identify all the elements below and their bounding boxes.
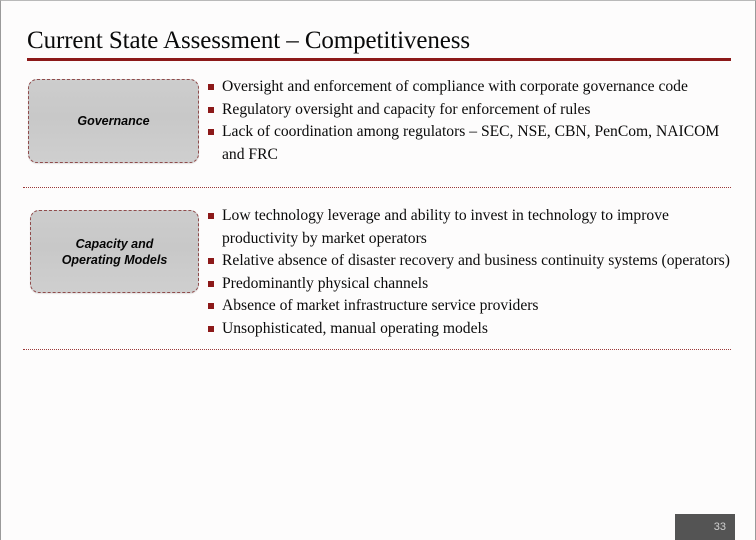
bullet-marker-icon: [208, 129, 214, 135]
bullet-item: [206, 99, 733, 122]
bullet-text: Oversight and enforcement of compliance with corporate governance code: [222, 78, 688, 95]
bullet-marker-icon: [208, 258, 214, 264]
category-box-capacity: [30, 210, 199, 293]
bullet-text: Predominantly physical channels: [222, 274, 429, 292]
bullet-item: [206, 250, 733, 273]
bullet-text: Relative absence of disaster recovery and business continuity systems (operators): [222, 252, 730, 269]
bullet-text: Unsophisticated, manual operating models: [222, 319, 488, 337]
bullet-text: Low technology leverage and ability to invest in technology to improve productivity by market operators: [222, 207, 669, 247]
category-label-line: Capacity and: [75, 236, 154, 251]
title-underline: [27, 58, 731, 61]
section-divider: [23, 187, 731, 188]
bullet-text: Regulatory oversight and capacity for enforcement of rules: [222, 100, 591, 118]
bullet-item: [206, 273, 733, 296]
bullet-marker-icon: [208, 84, 214, 90]
bullet-item: [206, 76, 733, 99]
bullet-item: [206, 121, 733, 166]
bullet-list-governance: [206, 76, 733, 166]
title-block: [27, 27, 733, 61]
bullet-marker-icon: [208, 107, 214, 113]
bullet-marker-icon: [208, 281, 214, 287]
bullet-item: [206, 318, 733, 341]
bullet-text: Lack of coordination among regulators – SEC, NSE, CBN, PenCom, NAICOM and FRC: [222, 123, 720, 163]
page-number: 33: [713, 521, 726, 533]
bullet-item: [206, 205, 733, 250]
page-number-box: [675, 514, 735, 540]
category-label-line: Operating Models: [61, 252, 168, 267]
bullet-marker-icon: [208, 213, 214, 219]
category-label: [62, 236, 168, 268]
bullet-marker-icon: [208, 303, 214, 309]
bullet-marker-icon: [208, 326, 214, 332]
category-label: [77, 113, 149, 129]
page-title: Current State Assessment – Competitiveness: [27, 27, 470, 54]
category-label-line: Governance: [77, 114, 150, 128]
bullet-item: [206, 295, 733, 318]
section-divider: [23, 349, 731, 350]
bullet-text: Absence of market infrastructure service providers: [222, 297, 539, 314]
category-box-governance: [28, 79, 199, 163]
bullet-list-capacity: [206, 205, 733, 340]
